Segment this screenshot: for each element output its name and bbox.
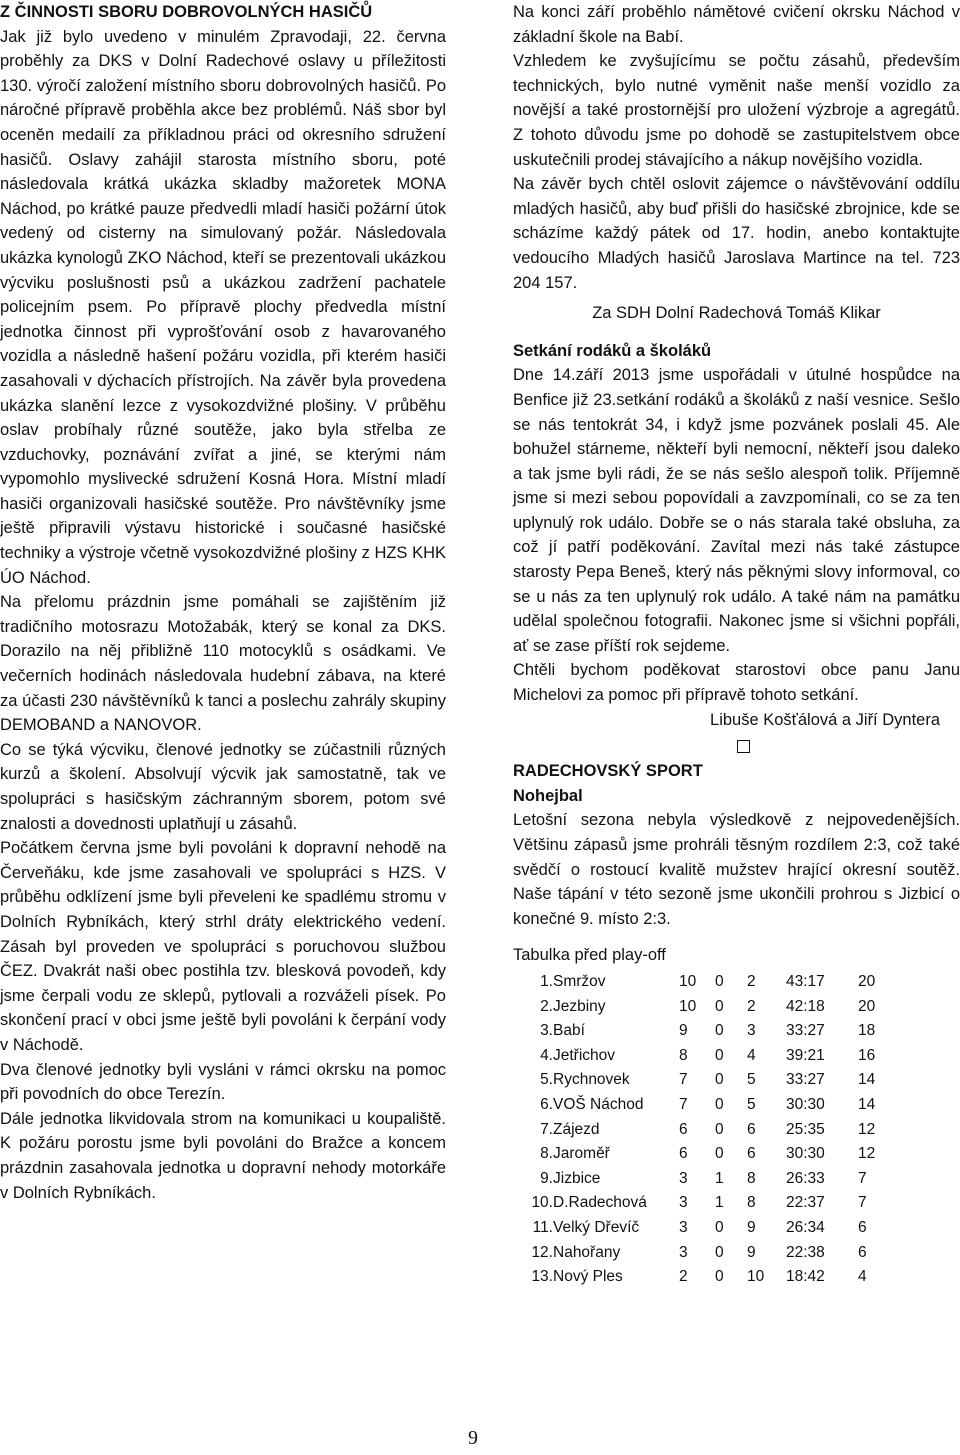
- table-cell-pts: 12: [858, 1145, 876, 1163]
- table-cell-team: Jaroměř: [553, 1145, 610, 1163]
- table-row: [513, 1191, 898, 1216]
- table-row: [513, 1093, 898, 1118]
- table-cell-l: 10: [747, 1268, 765, 1286]
- table-cell-rank: 13.: [531, 1268, 553, 1286]
- table-cell-rank: 8.: [540, 1145, 553, 1163]
- table-cell-team: VOŠ Náchod: [553, 1095, 644, 1113]
- table-cell-team: Nový Ples: [553, 1268, 623, 1286]
- table-cell-score: 22:38: [786, 1243, 825, 1261]
- table-row: [513, 1142, 898, 1167]
- left-column: [0, 0, 446, 1205]
- table-cell-d: 0: [715, 1046, 724, 1064]
- table-cell-pts: 7: [858, 1194, 867, 1212]
- table-cell-w: 7: [679, 1095, 688, 1113]
- table-cell-l: 5: [747, 1095, 756, 1113]
- table-cell-score: 18:42: [786, 1268, 825, 1286]
- table-cell-pts: 12: [858, 1120, 876, 1138]
- table-cell-team: Babí: [553, 1022, 585, 1040]
- reunion-paragraph-1: Dne 14.září 2013 jsme uspořádali v útulné hospůdce na Benfice již 23.setkání rodáků a školáků z naší vesnice. Sešlo se nás tentokrát 34, i když jsme pozvánek poslali 45. Ale bohužel stárneme, někteří byli nemocní, někteří jsou daleko a tak jsme byli rádi, že se nás sešlo alespoň tolik. Příjemně jsme si mezi sebou popovídali a zavzpomínali, co se za ten uplynulý rok událo. Dobře se o nás starala také obsluha, za což jí patří poděkování. Zavítal mezi nás také zástupce starosty Pepa Beneš, který nás pěknými slovy informoval, co se u nás za ten uplynulý rok událo. A také nám na památku udělal společnou fotografii. Nakonec jsme si všichni popřáli, ať se zase příští rok sejdeme.: [513, 366, 960, 655]
- table-row: [513, 1068, 898, 1093]
- table-cell-pts: 14: [858, 1095, 876, 1113]
- table-cell-rank: 12.: [531, 1243, 553, 1261]
- table-cell-rank: 5.: [540, 1071, 553, 1089]
- table-cell-d: 1: [715, 1194, 724, 1212]
- fire-signature: Za SDH Dolní Radechová Tomáš Klikar: [592, 304, 881, 323]
- table-cell-w: 9: [679, 1022, 688, 1040]
- table-row: [513, 1216, 898, 1241]
- league-table-body: [513, 970, 898, 1290]
- table-cell-score: 42:18: [786, 997, 825, 1015]
- fire-brigade-heading: Z ČINNOSTI SBORU DOBROVOLNÝCH HASIČŮ: [0, 3, 373, 21]
- table-cell-l: 5: [747, 1071, 756, 1089]
- table-cell-rank: 6.: [540, 1095, 553, 1113]
- fire-paragraph-5: Dva členové jednotky byli vysláni v rámci okrsku na pomoc při povodních do obce Terezín.: [0, 1060, 446, 1104]
- table-cell-l: 9: [747, 1218, 756, 1236]
- table-cell-l: 3: [747, 1022, 756, 1040]
- table-cell-pts: 6: [858, 1243, 867, 1261]
- table-cell-pts: 4: [858, 1268, 867, 1286]
- table-cell-score: 39:21: [786, 1046, 825, 1064]
- fire-paragraph-1: Jak již bylo uvedeno v minulém Zpravodaji, 22. června proběhly za DKS v Dolní Radechové oslavy u příležitosti 130. výročí založení místního sboru dobrovolných hasičů. Po náročné přípravě proběhla akce bez problémů. Náš sbor byl oceněn medailí za příkladnou práci od okresního sdružení hasičů. Oslavy zahájil starosta místního sboru, poté následovala krátká ukázka skladby mažoretek MONA Náchod, po krátké pauze předvedli mladí hasiči požární útok vedený od cisterny na simulovaný požár. Následovala ukázka kynologů ZKO Náchod, kteří se prezentovali ukázkou výcviku poslušnosti psů a ukázkou zadržení pachatele policejním psem. Po přípravě plochy předvedla místní jednotka činnost při vyprošťování osob z havarovaného vozidla a následně hašení požáru vozidla, při kterém hasiči zasahovali v dýchacích přístrojích. Na závěr byla provedena ukázka slanění lezce z vysokozdvižné plošiny. V průběhu oslav probíhaly různé soutěže, jako byla střelba ze vzduchovky, poznávání zvířat a jiné, se kterými nám vypomohlo myslivecké sdružení Kosná Hora. Místní mladí hasiči organizovali hasičské soutěže. Pro návštěvníky jsme ještě připravili výstavu historické i současné hasičské techniky a výstroje včetně vysokozdvižné plošiny z HZS KHK ÚO Náchod.: [0, 27, 446, 587]
- table-cell-d: 1: [715, 1169, 724, 1187]
- table-cell-team: Jezbiny: [553, 997, 606, 1015]
- table-cell-pts: 18: [858, 1022, 876, 1040]
- table-cell-w: 10: [679, 972, 697, 990]
- table-cell-team: Jetřichov: [553, 1046, 616, 1064]
- table-cell-d: 0: [715, 1268, 724, 1286]
- table-cell-w: 10: [679, 997, 697, 1015]
- table-cell-rank: 4.: [540, 1046, 553, 1064]
- table-cell-w: 3: [679, 1169, 688, 1187]
- table-cell-rank: 2.: [540, 997, 553, 1015]
- table-cell-score: 22:37: [786, 1194, 825, 1212]
- table-cell-d: 0: [715, 1243, 724, 1261]
- fire-paragraph-7: Na konci září proběhlo námětové cvičení okrsku Náchod v základní škole na Babí.: [513, 3, 960, 46]
- fire-paragraph-3: Co se týká výcviku, členové jednotky se zúčastnili různých kurzů a školení. Absolvují výcvik jak samostatně, tak ve spolupráci s hasičským záchranným sborem, potom své znalosti a dovednosti uplatňují u zásahů.: [0, 740, 446, 833]
- right-column: [513, 0, 960, 1290]
- table-cell-l: 8: [747, 1169, 756, 1187]
- table-cell-w: 3: [679, 1218, 688, 1236]
- table-cell-w: 6: [679, 1120, 688, 1138]
- table-cell-l: 6: [747, 1120, 756, 1138]
- table-row: [513, 1019, 898, 1044]
- table-row: [513, 1044, 898, 1069]
- table-cell-pts: 14: [858, 1071, 876, 1089]
- table-cell-rank: 1.: [540, 972, 553, 990]
- table-cell-d: 0: [715, 997, 724, 1015]
- table-cell-score: 25:35: [786, 1120, 825, 1138]
- page-number: 9: [468, 1427, 478, 1449]
- fire-paragraph-4: Počátkem června jsme byli povoláni k dopravní nehodě na Červeňáku, kde jsme zasahovali ve spolupráci s HZS. V průběhu odklízení jsme byli převeleni ke spadlému stromu v Dolních Rybníkách, který strhl dráty elektrického vedení. Zásah byl proveden ve spolupráci s poruchovou službou ČEZ. Dvakrát naši obec postihla tzv. blesková povodeň, kdy jsme čerpali vodu ze sklepů, pytlovali a rozváželi písek. Po skončení prací v obci jsme ještě byli povoláni k čerpání vody v Náchodě.: [0, 839, 446, 1054]
- sport-paragraph: Letošní sezona nebyla výsledkově z nejpovedenějších. Většinu zápasů jsme prohráli těsným rozdílem 2:3, což také svědčí o rostoucí kvalitě mužstev hrající okresní soutěž. Naše tápání v této sezoně jsme ukončili prohrou s Jizbicí o konečné 9. místo 2:3.: [513, 811, 960, 928]
- square-bullet-icon: [737, 740, 750, 753]
- table-cell-w: 7: [679, 1071, 688, 1089]
- table-cell-l: 2: [747, 972, 756, 990]
- reunion-signature: Libuše Košťálová a Jiří Dyntera: [710, 710, 940, 729]
- fire-paragraph-2: Na přelomu prázdnin jsme pomáhali se zajištěním již tradičního motosrazu Motožabák, který se konal za DKS. Dorazilo na něj přibližně 110 motocyklů s osádkami. Ve večerních hodinách následovala hudební zábava, na které za účasti 230 návštěvníků k tanci a poslechu zahrály skupiny DEMOBAND a NANOVOR.: [0, 593, 446, 735]
- table-cell-rank: 7.: [540, 1120, 553, 1138]
- table-row: [513, 970, 898, 995]
- table-cell-w: 3: [679, 1243, 688, 1261]
- table-cell-d: 0: [715, 1071, 724, 1089]
- table-row: [513, 995, 898, 1020]
- table-cell-d: 0: [715, 1218, 724, 1236]
- table-cell-score: 43:17: [786, 972, 825, 990]
- table-cell-team: D.Radechová: [553, 1194, 647, 1212]
- table-cell-rank: 10.: [531, 1194, 553, 1212]
- table-cell-team: Velký Dřevíč: [553, 1218, 640, 1236]
- table-cell-w: 8: [679, 1046, 688, 1064]
- table-cell-w: 2: [679, 1268, 688, 1286]
- table-cell-l: 2: [747, 997, 756, 1015]
- table-cell-d: 0: [715, 972, 724, 990]
- league-table: [513, 970, 898, 1290]
- table-cell-rank: 11.: [532, 1218, 553, 1236]
- table-cell-score: 30:30: [786, 1145, 825, 1163]
- table-cell-score: 26:34: [786, 1218, 825, 1236]
- fire-paragraph-8: Vzhledem ke zvyšujícímu se počtu zásahů, především technických, bylo nutné vyměnit naše menší vozidlo za novější a také prostornější pro uložení výzbroje a agregátů. Z tohoto důvodu jsme po dohodě se zastupitelstvem obce uskutečnili prodej stávajícího a nákup novějšího vozidla.: [513, 52, 960, 169]
- table-cell-team: Jizbice: [553, 1169, 601, 1187]
- table-row: [513, 1241, 898, 1266]
- table-cell-l: 9: [747, 1243, 756, 1261]
- table-cell-score: 33:27: [786, 1071, 825, 1089]
- table-cell-w: 6: [679, 1145, 688, 1163]
- table-cell-pts: 16: [858, 1046, 876, 1064]
- fire-paragraph-9: Na závěr bych chtěl oslovit zájemce o návštěvování oddílu mladých hasičů, aby buď přišli do hasičské zbrojnice, kde se scházíme každý pátek od 17. hodin, anebo kontaktujte vedoucího Mladých hasičů Jaroslava Martince na tel. 723 204 157.: [513, 175, 960, 292]
- table-cell-score: 30:30: [786, 1095, 825, 1113]
- table-title: Tabulka před play-off: [513, 946, 666, 965]
- table-cell-d: 0: [715, 1145, 724, 1163]
- table-cell-rank: 9.: [540, 1169, 553, 1187]
- table-cell-d: 0: [715, 1120, 724, 1138]
- table-row: [513, 1167, 898, 1192]
- table-cell-l: 6: [747, 1145, 756, 1163]
- table-cell-pts: 20: [858, 997, 876, 1015]
- table-cell-pts: 6: [858, 1218, 867, 1236]
- table-cell-pts: 20: [858, 972, 876, 990]
- sport-subheading: Nohejbal: [513, 786, 583, 805]
- table-row: [513, 1118, 898, 1143]
- table-cell-l: 8: [747, 1194, 756, 1212]
- table-cell-rank: 3.: [540, 1022, 553, 1040]
- table-cell-l: 4: [747, 1046, 756, 1064]
- reunion-heading: Setkání rodáků a školáků: [513, 341, 712, 360]
- table-cell-score: 33:27: [786, 1022, 825, 1040]
- table-cell-team: Smržov: [553, 972, 606, 990]
- table-cell-team: Zájezd: [553, 1120, 600, 1138]
- table-cell-team: Nahořany: [553, 1243, 621, 1261]
- table-row: [513, 1265, 898, 1290]
- table-cell-w: 3: [679, 1194, 688, 1212]
- table-cell-d: 0: [715, 1095, 724, 1113]
- table-cell-team: Rychnovek: [553, 1071, 630, 1089]
- table-cell-d: 0: [715, 1022, 724, 1040]
- reunion-paragraph-2: Chtěli bychom poděkovat starostovi obce panu Janu Michelovi za pomoc při přípravě tohoto setkání.: [513, 661, 960, 705]
- table-cell-pts: 7: [858, 1169, 867, 1187]
- fire-paragraph-6: Dále jednotka likvidovala strom na komunikaci u koupaliště. K požáru porostu jsme byli povoláni do Bražce a koncem prázdnin zasahovala jednotka u dopravní nehody motorkáře v Dolních Rybníkách.: [0, 1109, 446, 1202]
- sport-heading: RADECHOVSKÝ SPORT: [513, 762, 703, 781]
- table-cell-score: 26:33: [786, 1169, 825, 1187]
